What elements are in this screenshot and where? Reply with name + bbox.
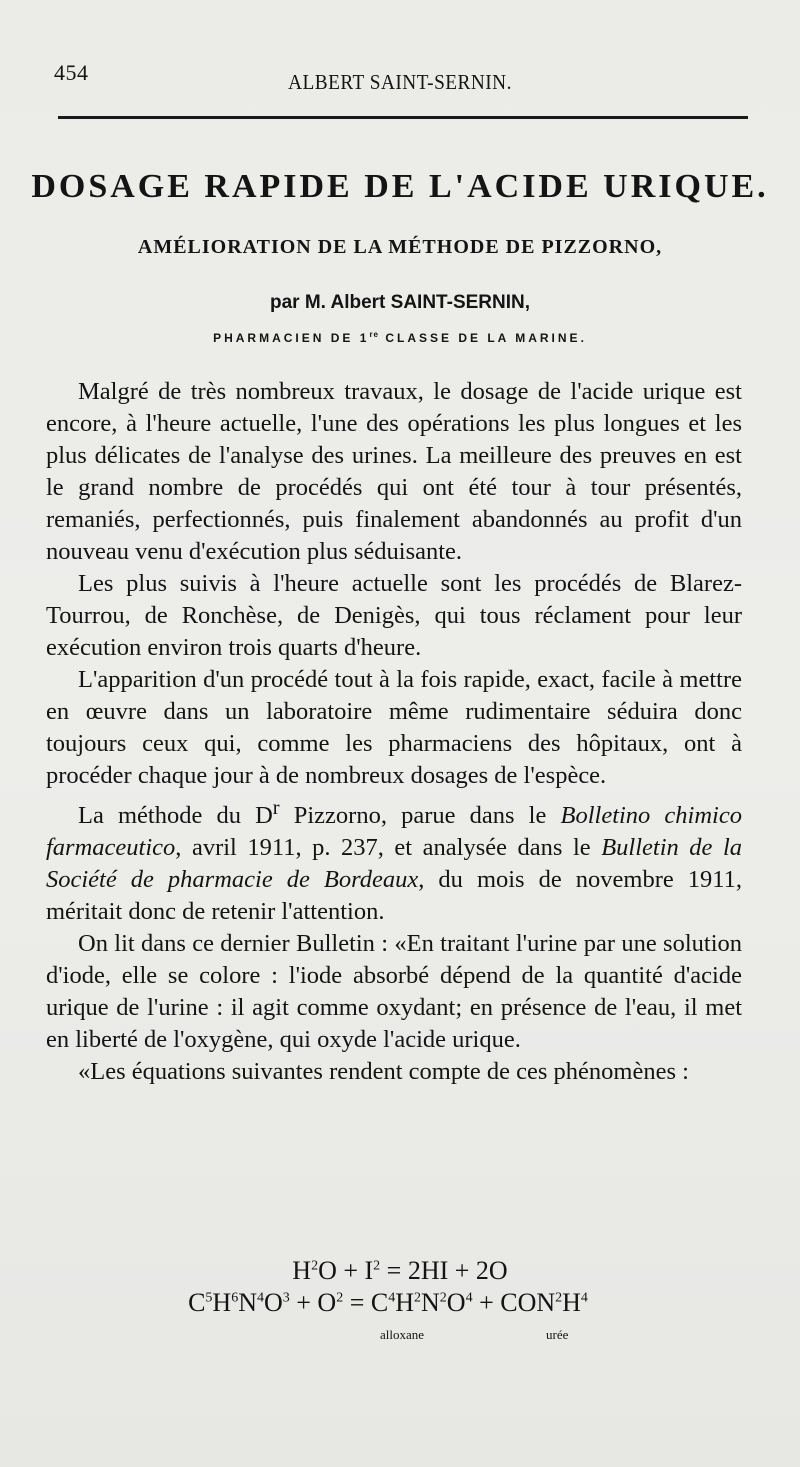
eq2-i: O	[446, 1288, 466, 1317]
alloxane-label: alloxane	[380, 1327, 425, 1342]
eq2-h-sup: 2	[439, 1290, 447, 1306]
eq1-h-sup: 2	[311, 1258, 319, 1274]
header-rule	[58, 116, 748, 119]
eq2-a-sup: 5	[205, 1290, 213, 1306]
eq1-i-sup: 2	[373, 1258, 381, 1274]
article-title: DOSAGE RAPIDE DE L'ACIDE URIQUE.	[31, 168, 769, 205]
eq1-h: H	[292, 1256, 312, 1285]
p4-text-a: La méthode du D	[78, 802, 273, 830]
paragraph-4	[46, 792, 742, 928]
eq2-g: H	[395, 1288, 415, 1317]
eq2-k-sup: 4	[580, 1290, 588, 1306]
eq2-d: O	[263, 1288, 283, 1317]
eq2-b: H	[212, 1288, 232, 1317]
p4-text-f: , du mois de novembre 1911, méritait donc de retenir l'attention.	[46, 866, 743, 926]
paragraph-2: Les plus suivis à l'heure actuelle sont les procédés de Blarez-Tourrou, de Ronchèse, de Denigès, qui tous réclament pour leur exécution environ trois quarts d'heure.	[46, 570, 742, 661]
author-line: par M. Albert SAINT-SERNIN,	[269, 292, 531, 313]
eq2-j-sup: 2	[555, 1290, 563, 1306]
author-affiliation	[0, 330, 800, 345]
p4-text-b: Pizzorno, parue dans le	[279, 802, 561, 830]
running-head: ALBERT SAINT-SERNIN.	[288, 70, 512, 94]
eq2-a: C	[188, 1288, 206, 1317]
eq2-i-sup: 4	[465, 1290, 473, 1306]
eq2-f: = C	[343, 1288, 389, 1317]
affiliation-post: CLASSE DE LA MARINE.	[379, 331, 587, 345]
paragraph-1: Malgré de très nombreux travaux, le dosage de l'acide urique est encore, à l'heure actuelle, l'une des opérations les plus longues et les plus délicates de l'analyse des urines. La meilleure des preuves en est le grand nombre de procédés qui ont été tour à tour présentés, remaniés, perfectionnés, puis finalement abandonnés au profit d'un nouveau venu d'exécution plus séduisante.	[46, 378, 742, 565]
equation-1	[0, 1256, 800, 1286]
paragraph-6: «Les équations suivantes rendent compte de ces phénomènes :	[78, 1058, 689, 1086]
eq2-j: + CON	[472, 1288, 556, 1317]
eq2-b-sup: 6	[231, 1290, 239, 1306]
eq2-g-sup: 2	[414, 1290, 422, 1306]
eq2-e-sup: 2	[336, 1290, 344, 1306]
p4-doctor-sup: r	[272, 797, 280, 819]
page-number: 454	[54, 60, 89, 85]
p4-text-d: , avril 1911, p. 237, et analysée dans le	[175, 834, 602, 862]
eq1-o: O + I	[318, 1256, 374, 1285]
affiliation-sup: re	[369, 330, 379, 339]
paragraph-5: On lit dans ce dernier Bulletin : «En traitant l'urine par une solution d'iode, elle se colore : l'iode absorbé dépend de la quantité d'acide urique de l'urine : il agit comme oxydant; en présence de l'eau, il met en liberté de l'oxygène, qui oxyde l'acide urique.	[46, 930, 742, 1054]
eq2-c: N	[238, 1288, 257, 1317]
p4-journal-2: Bulletin de la Société de pharmacie de Bordeaux	[46, 834, 743, 894]
p4-journal-1: Bolletino chimico farmaceutico	[46, 802, 742, 862]
article-subtitle: AMÉLIORATION DE LA MÉTHODE DE PIZZORNO,	[137, 236, 663, 258]
equation-2	[0, 1288, 788, 1318]
eq2-e: + O	[289, 1288, 337, 1317]
article-body	[46, 376, 742, 1088]
eq2-h: N	[421, 1288, 440, 1317]
eq2-c-sup: 4	[256, 1290, 264, 1306]
eq2-k: H	[562, 1288, 581, 1317]
eq2-f-sup: 4	[388, 1290, 396, 1306]
paragraph-3: L'apparition d'un procédé tout à la fois rapide, exact, facile à mettre en œuvre dans un laboratoire même rudimentaire séduira donc toujours ceux qui, comme les pharmaciens des hôpitaux, ont à procéder chaque jour à de nombreux dosages de l'espèce.	[46, 666, 742, 789]
eq2-d-sup: 3	[282, 1290, 290, 1306]
affiliation-pre: PHARMACIEN DE 1	[213, 331, 370, 345]
eq1-rest: = 2HI + 2O	[380, 1256, 508, 1285]
uree-label: urée	[546, 1327, 569, 1342]
